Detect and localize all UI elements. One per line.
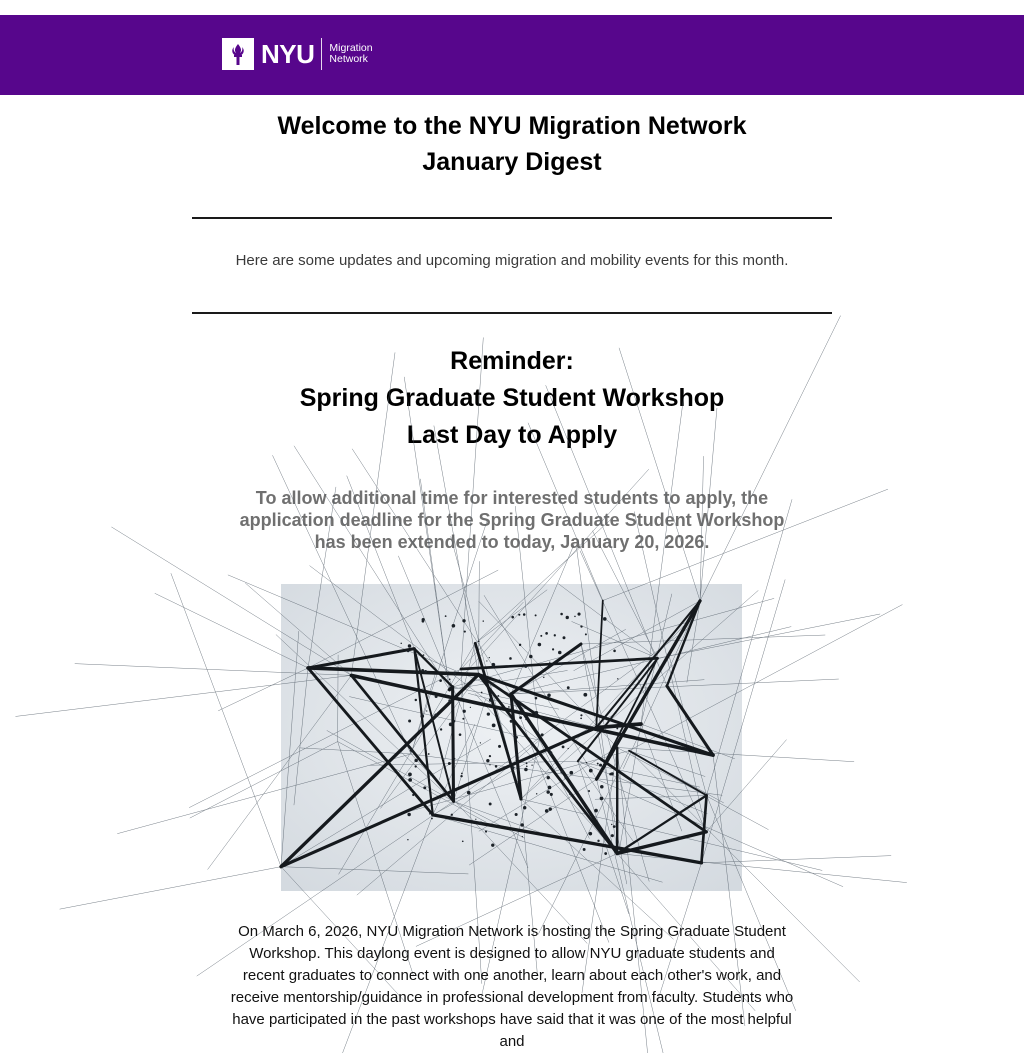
- divider-top: [192, 217, 832, 219]
- nyu-migration-network-logo[interactable]: [222, 37, 373, 71]
- logo-subtitle: [329, 43, 372, 65]
- title-line-1: Welcome to the NYU Migration Network: [192, 108, 832, 144]
- logo-subtitle-line1: Migration: [329, 43, 372, 54]
- intro-text: Here are some updates and upcoming migration and mobility events for this month.: [192, 251, 832, 271]
- reminder-heading: [192, 343, 832, 454]
- header-banner: [0, 15, 1024, 95]
- logo-wordmark: NYU: [261, 41, 314, 67]
- divider-bottom: [192, 312, 832, 314]
- network-web-image: [281, 584, 742, 891]
- reminder-line-3: Last Day to Apply: [192, 417, 832, 454]
- logo-divider: [321, 38, 322, 70]
- page-title: [192, 108, 832, 180]
- deadline-notice: To allow additional time for interested students to apply, the application deadline for the Spring Graduate Student Workshop has been extended to today, January 20, 2026.: [232, 487, 792, 553]
- torch-icon: [222, 38, 254, 70]
- reminder-line-2: Spring Graduate Student Workshop: [192, 380, 832, 417]
- reminder-line-1: Reminder:: [192, 343, 832, 380]
- workshop-description: On March 6, 2026, NYU Migration Network is hosting the Spring Graduate Student Workshop. This daylong event is designed to allow NYU graduate students and recent graduates to connect with one another, learn about each other's work, and receive mentorship/guidance in professional development from faculty. Students who have participated in the past workshops have said that it was one of the most helpful and: [227, 921, 797, 1053]
- title-line-2: January Digest: [192, 144, 832, 180]
- logo-subtitle-line2: Network: [329, 54, 372, 65]
